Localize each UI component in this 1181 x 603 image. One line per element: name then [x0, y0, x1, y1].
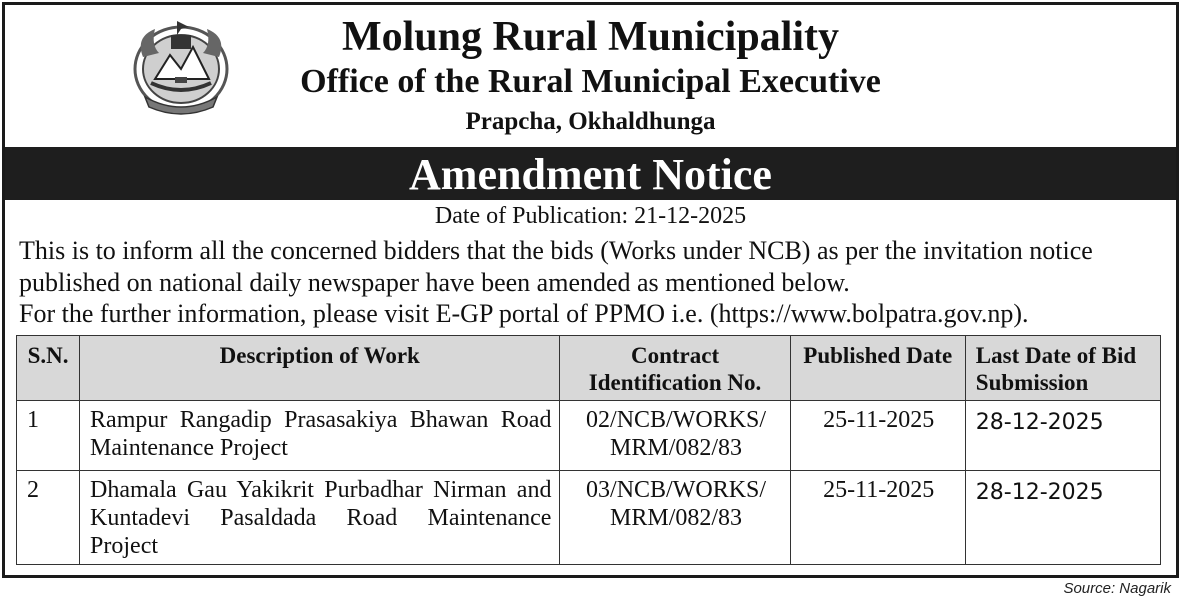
office-subtitle: Office of the Rural Municipal Executive: [300, 63, 881, 100]
header: [5, 5, 1176, 147]
cell-last-date: 28-12-2025: [965, 471, 1160, 565]
notice-heading: Amendment Notice: [5, 147, 1176, 200]
header-published-date: Published Date: [790, 336, 965, 401]
cell-contract-id: 03/NCB/WORKS/ MRM/082/83: [560, 471, 790, 565]
notice-paragraph-2: For the further information, please visit E-GP portal of PPMO i.e. (https://www.bolpatra.gov.np).: [19, 299, 1029, 328]
cell-sn: 2: [17, 471, 80, 565]
cell-published-date: 25-11-2025: [790, 401, 965, 471]
cell-contract-id: 02/NCB/WORKS/ MRM/082/83: [560, 401, 790, 471]
table-row: [17, 401, 1161, 471]
cell-sn: 1: [17, 401, 80, 471]
table-row: [17, 471, 1161, 565]
municipality-title: Molung Rural Municipality: [341, 14, 840, 60]
notice-body: [19, 235, 1169, 330]
source-credit: Source: Nagarik: [1063, 580, 1171, 597]
header-sn: S.N.: [17, 336, 80, 401]
office-location: Prapcha, Okhaldhunga: [465, 108, 716, 135]
table-header-row: [17, 336, 1161, 401]
publication-date: Date of Publication: 21-12-2025: [434, 203, 747, 229]
cell-last-date: 28-12-2025: [965, 401, 1160, 471]
header-contract-id: Contract Identification No.: [560, 336, 790, 401]
header-last-date: Last Date of Bid Submission: [965, 336, 1160, 401]
header-description: Description of Work: [80, 336, 560, 401]
cell-description: Rampur Rangadip Prasasakiya Bhawan Road Maintenance Project: [80, 401, 560, 471]
bid-amendment-table: [16, 335, 1161, 565]
notice-paragraph-1: This is to inform all the concerned bidders that the bids (Works under NCB) as per the invitation notice published on national daily newspaper have been amended as mentioned below.: [19, 236, 1093, 297]
cell-description: Dhamala Gau Yakikrit Purbadhar Nirman and Kuntadevi Pasaldada Road Maintenance Project: [80, 471, 560, 565]
cell-published-date: 25-11-2025: [790, 471, 965, 565]
